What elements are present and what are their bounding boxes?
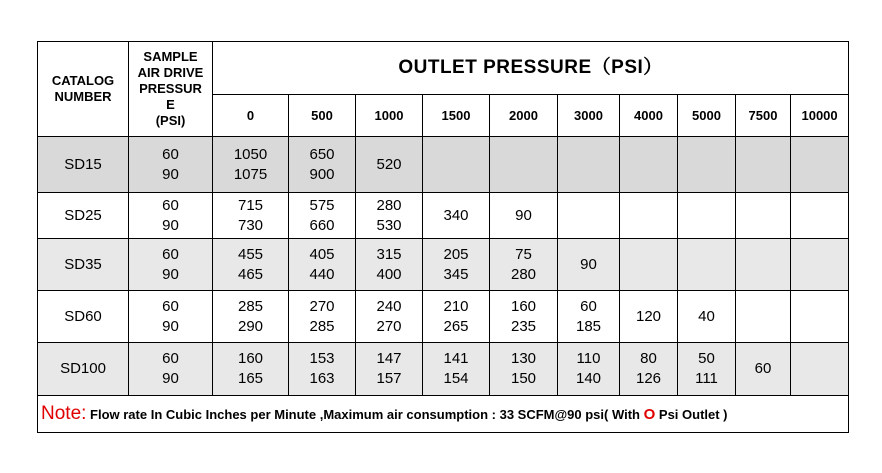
flow-cell [620, 137, 678, 193]
flow-cell [620, 239, 678, 291]
flow-cell: 141 154 [423, 343, 490, 396]
table-row [38, 291, 849, 343]
note-zero-mark: O [643, 405, 656, 423]
drive-pressure-cell: 60 90 [129, 343, 213, 396]
flow-cell: 75 280 [490, 239, 558, 291]
flow-cell: 455 465 [213, 239, 289, 291]
pressure-header-4000: 4000 [620, 95, 678, 137]
flow-cell: 160 165 [213, 343, 289, 396]
flow-cell [558, 137, 620, 193]
model-cell: SD100 [38, 343, 129, 396]
flow-cell: 285 290 [213, 291, 289, 343]
pressure-header-2000: 2000 [490, 95, 558, 137]
pressure-header-500: 500 [289, 95, 356, 137]
flow-cell [558, 193, 620, 239]
flow-cell [736, 239, 791, 291]
pressure-header-5000: 5000 [678, 95, 736, 137]
model-cell: SD25 [38, 193, 129, 239]
flow-cell [791, 239, 849, 291]
pressure-header-7500: 7500 [736, 95, 791, 137]
flow-cell: 575 660 [289, 193, 356, 239]
flow-cell [736, 291, 791, 343]
note-label: Note: [41, 402, 87, 424]
flow-cell: 90 [558, 239, 620, 291]
flow-cell: 520 [356, 137, 423, 193]
flow-cell: 80 126 [620, 343, 678, 396]
flow-cell [678, 239, 736, 291]
flow-cell: 160 235 [490, 291, 558, 343]
flow-cell: 210 265 [423, 291, 490, 343]
flow-cell: 60 185 [558, 291, 620, 343]
footnote [38, 396, 849, 433]
flow-cell [791, 137, 849, 193]
flow-cell: 110 140 [558, 343, 620, 396]
flow-cell: 40 [678, 291, 736, 343]
flow-cell [423, 137, 490, 193]
flow-cell: 120 [620, 291, 678, 343]
flow-cell: 205 345 [423, 239, 490, 291]
flow-cell [791, 291, 849, 343]
pressure-header-1000: 1000 [356, 95, 423, 137]
drive-pressure-cell: 60 90 [129, 137, 213, 193]
table-row [38, 193, 849, 239]
flow-cell: 650 900 [289, 137, 356, 193]
flow-cell: 270 285 [289, 291, 356, 343]
flow-cell [678, 137, 736, 193]
flow-cell [736, 137, 791, 193]
pressure-header-3000: 3000 [558, 95, 620, 137]
drive-pressure-cell: 60 90 [129, 239, 213, 291]
catalog-number-header: CATALOG NUMBER [38, 42, 129, 137]
flow-rate-table [37, 41, 849, 433]
flow-cell [791, 343, 849, 396]
flow-cell: 315 400 [356, 239, 423, 291]
flow-cell [791, 193, 849, 239]
flow-cell [736, 193, 791, 239]
flow-cell: 130 150 [490, 343, 558, 396]
flow-cell: 715 730 [213, 193, 289, 239]
flow-cell: 90 [490, 193, 558, 239]
model-cell: SD35 [38, 239, 129, 291]
flow-cell [620, 193, 678, 239]
flow-cell: 240 270 [356, 291, 423, 343]
flow-cell [490, 137, 558, 193]
table-row [38, 137, 849, 193]
outlet-pressure-header: OUTLET PRESSURE（PSI） [213, 42, 849, 95]
note-suffix: Psi Outlet ) [655, 406, 728, 422]
flow-cell: 147 157 [356, 343, 423, 396]
flow-cell: 340 [423, 193, 490, 239]
flow-cell: 60 [736, 343, 791, 396]
drive-pressure-cell: 60 90 [129, 291, 213, 343]
flow-cell [678, 193, 736, 239]
table-row [38, 239, 849, 291]
sample-air-drive-header: SAMPLE AIR DRIVE PRESSUR E (PSI) [129, 42, 213, 137]
flow-cell: 1050 1075 [213, 137, 289, 193]
pressure-header-0: 0 [213, 95, 289, 137]
pressure-header-1500: 1500 [423, 95, 490, 137]
flow-cell: 153 163 [289, 343, 356, 396]
note-text: Flow rate In Cubic Inches per Minute ,Maximum air consumption : 33 SCFM@90 psi( With [86, 406, 644, 422]
flow-cell: 405 440 [289, 239, 356, 291]
model-cell: SD60 [38, 291, 129, 343]
table-row [38, 343, 849, 396]
model-cell: SD15 [38, 137, 129, 193]
flow-cell: 280 530 [356, 193, 423, 239]
pressure-header-10000: 10000 [791, 95, 849, 137]
drive-pressure-cell: 60 90 [129, 193, 213, 239]
flow-cell: 50 111 [678, 343, 736, 396]
